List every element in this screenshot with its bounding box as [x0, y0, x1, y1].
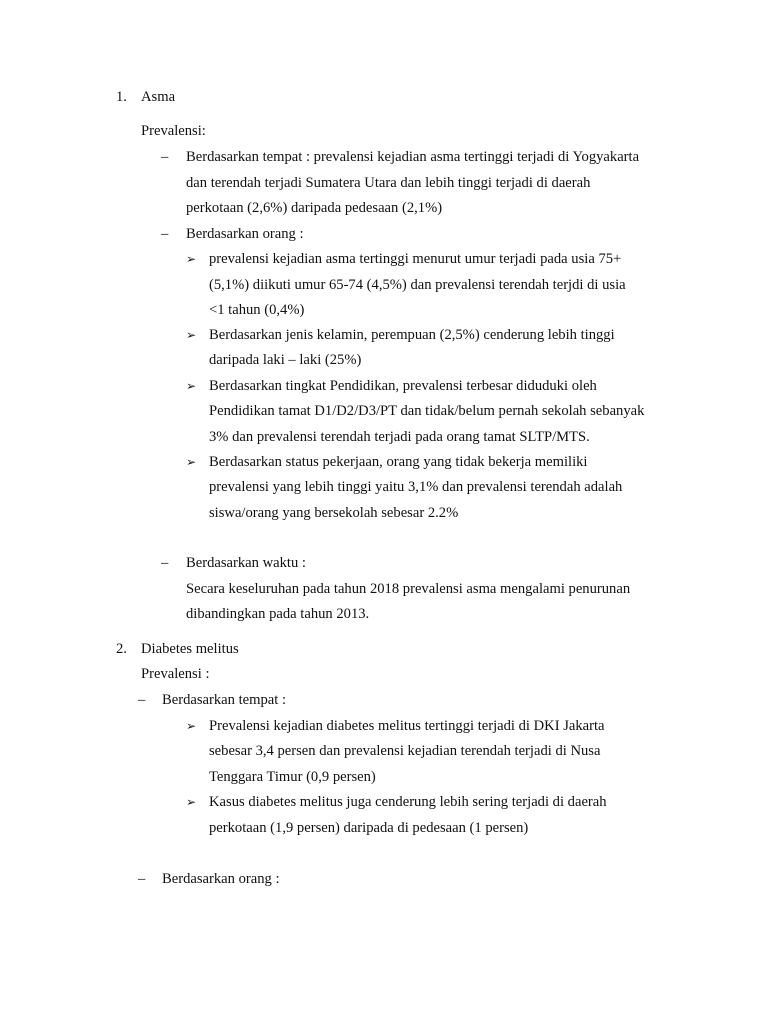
text-line: siswa/orang yang bersekolah sebesar 2.2% — [209, 505, 459, 521]
text-line: daripada laki – laki (25%) — [209, 352, 362, 368]
text-line: Tenggara Timur (0,9 persen) — [209, 769, 376, 785]
sub-heading: Berdasarkan orang : — [186, 226, 304, 242]
section-title: Asma — [141, 89, 176, 105]
sub-heading: Berdasarkan orang : — [162, 871, 280, 887]
list-number: 1. — [116, 89, 127, 105]
sub-heading: Berdasarkan tempat : — [162, 692, 286, 708]
text-line: Berdasarkan status pekerjaan, orang yang tidak bekerja memiliki — [209, 454, 588, 470]
dash-marker: – — [138, 692, 146, 708]
text-line: 3% dan prevalensi terendah terjadi pada orang tamat SLTP/MTS. — [209, 429, 590, 445]
text-line: Secara keseluruhan pada tahun 2018 prevalensi asma mengalami penurunan — [186, 581, 631, 597]
text-line: Pendidikan tamat D1/D2/D3/PT dan tidak/belum pernah sekolah sebanyak — [209, 403, 645, 419]
arrowhead-bullet-icon: ➢ — [186, 455, 197, 469]
text-line: prevalensi yang lebih tinggi yaitu 3,1% dan prevalensi terendah adalah — [209, 479, 623, 495]
dash-marker: – — [161, 555, 169, 571]
text-line: Prevalensi kejadian diabetes melitus tertinggi terjadi di DKI Jakarta — [209, 718, 605, 734]
section-title: Diabetes melitus — [141, 641, 239, 657]
sub-heading: Berdasarkan waktu : — [186, 555, 306, 571]
text-line: (5,1%) diikuti umur 65-74 (4,5%) dan prevalensi terendah terjdi di usia — [209, 277, 626, 293]
text-line: Kasus diabetes melitus juga cenderung lebih sering terjadi di daerah — [209, 794, 607, 810]
text-line: dibandingkan pada tahun 2013. — [186, 606, 370, 622]
dash-marker: – — [161, 149, 169, 165]
dash-marker: – — [161, 226, 169, 242]
text-line: perkotaan (1,9 persen) daripada di pedesaan (1 persen) — [209, 820, 529, 836]
arrowhead-bullet-icon: ➢ — [186, 795, 197, 809]
text-line: dan terendah terjadi Sumatera Utara dan lebih tinggi terjadi di daerah — [186, 175, 591, 191]
text-line: Berdasarkan jenis kelamin, perempuan (2,5%) cenderung lebih tinggi — [209, 327, 615, 343]
arrowhead-bullet-icon: ➢ — [186, 252, 197, 266]
arrowhead-bullet-icon: ➢ — [186, 379, 197, 393]
dash-marker: – — [138, 871, 146, 887]
arrowhead-bullet-icon: ➢ — [186, 328, 197, 342]
text-line: Berdasarkan tempat : prevalensi kejadian asma tertinggi terjadi di Yogyakarta — [186, 149, 640, 165]
text-line: perkotaan (2,6%) daripada pedesaan (2,1%) — [186, 200, 443, 216]
text-line: Berdasarkan tingkat Pendidikan, prevalensi terbesar diduduki oleh — [209, 378, 597, 394]
text-line: prevalensi kejadian asma tertinggi menurut umur terjadi pada usia 75+ — [209, 251, 622, 267]
prevalensi-label: Prevalensi : — [141, 666, 210, 682]
text-line: <1 tahun (0,4%) — [209, 302, 305, 318]
prevalensi-label: Prevalensi: — [141, 123, 206, 139]
text-line: sebesar 3,4 persen dan prevalensi kejadian terendah terjadi di Nusa — [209, 743, 601, 759]
list-number: 2. — [116, 641, 127, 657]
arrowhead-bullet-icon: ➢ — [186, 719, 197, 733]
